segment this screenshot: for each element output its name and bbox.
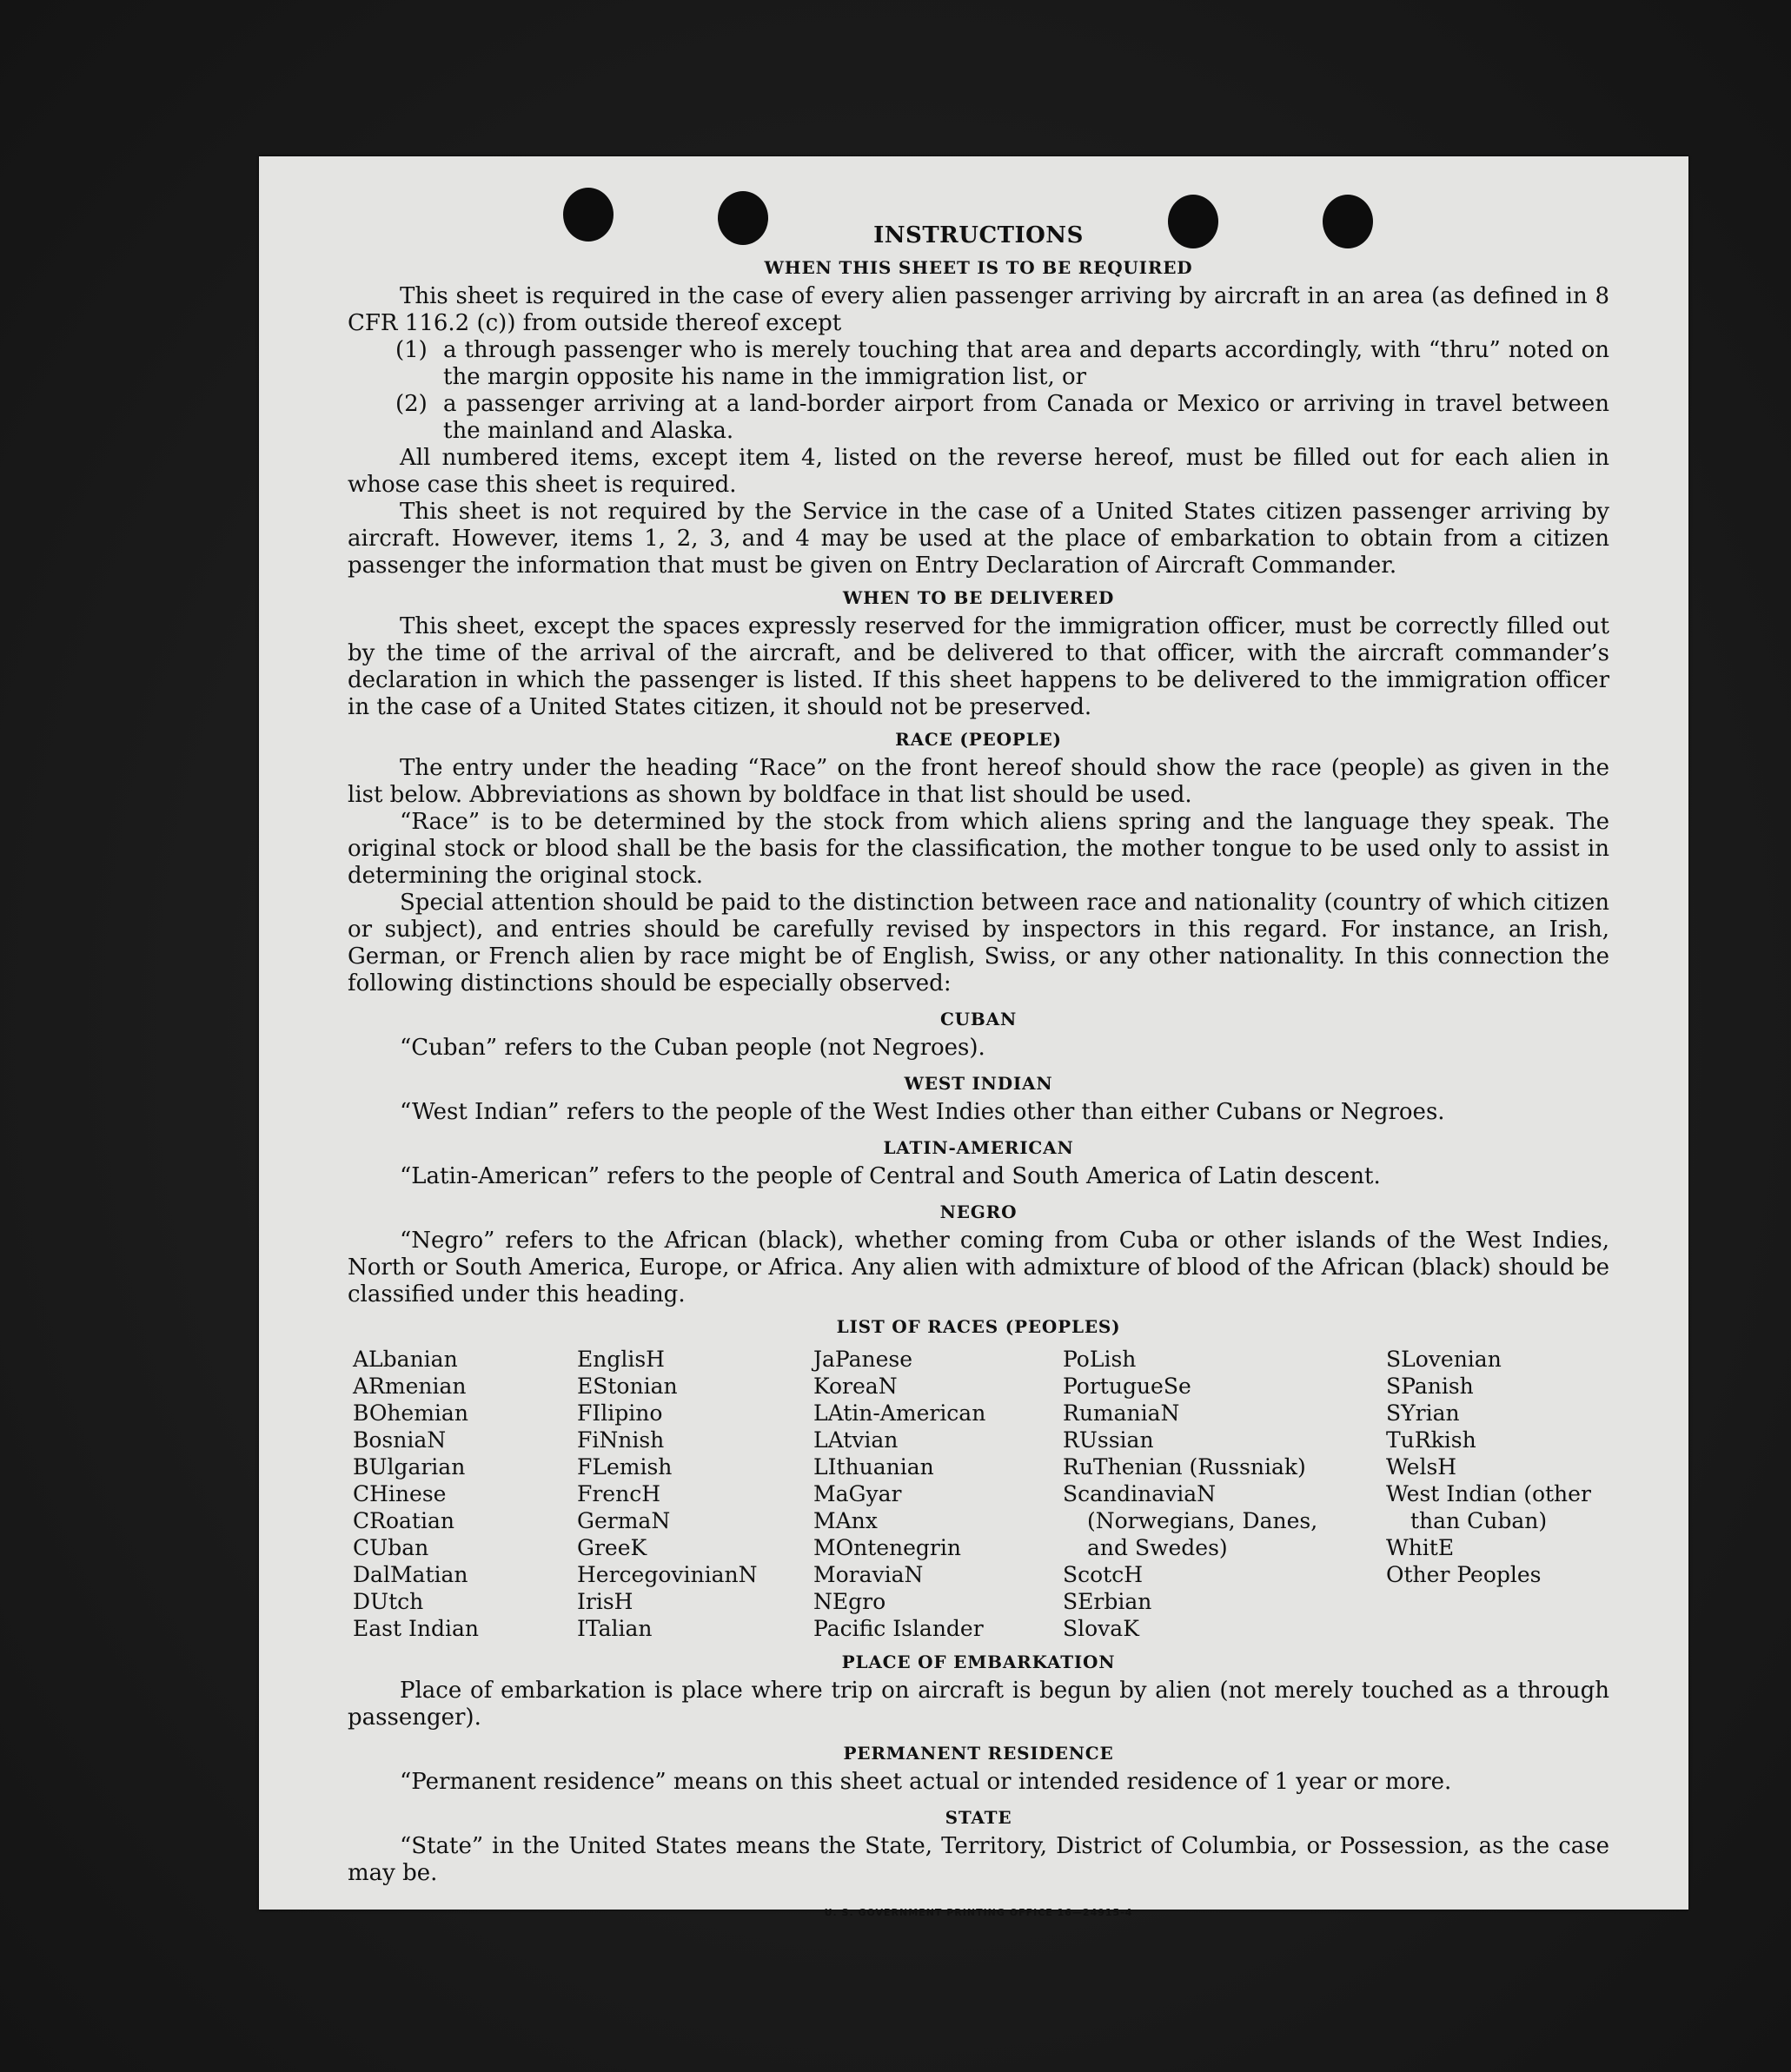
section-heading: CUBAN [939, 1009, 1018, 1029]
race-entry: RUssian [1063, 1427, 1154, 1453]
race-entry: SPanish [1386, 1374, 1474, 1399]
race-entry: CRoatian [353, 1508, 454, 1533]
race-entry: MaGyar [813, 1481, 902, 1506]
item-number: (1) [395, 337, 428, 363]
race-entry: KoreaN [813, 1374, 898, 1399]
section-heading: STATE [945, 1807, 1012, 1828]
race-entry: FIlipino [577, 1400, 663, 1426]
race-entry: EnglisH [577, 1347, 665, 1372]
race-entry: NEgro [813, 1589, 886, 1614]
paragraph: The entry under the heading “Race” on the front hereof should show the race (people) as given in the list below. Abbreviations as shown by boldface in that list should be used. [348, 755, 1609, 808]
list-item [395, 337, 1609, 391]
section-heading: PERMANENT RESIDENCE [843, 1743, 1114, 1764]
section-heading: RACE (PEOPLE) [895, 729, 1062, 750]
race-entry: ARmenian [353, 1374, 467, 1399]
race-entry: DUtch [353, 1589, 424, 1614]
paragraph: “West Indian” refers to the people of the West Indies other than either Cubans or Negroes. [400, 1099, 1445, 1125]
race-entry: EStonian [577, 1374, 678, 1399]
race-entry: HercegovinianN [577, 1562, 758, 1587]
paragraph: All numbered items, except item 4, listed on the reverse hereof, must be filled out for each alien in whose case this sheet is required. [348, 445, 1609, 498]
race-entry: CUban [353, 1535, 429, 1560]
race-entry: ScotcH [1063, 1562, 1144, 1587]
item-number: (2) [395, 391, 428, 417]
section-heading: WEST INDIAN [904, 1073, 1053, 1094]
race-entry: West Indian (other than Cuban) [1386, 1481, 1591, 1533]
list-item [395, 391, 1609, 445]
race-entry: LAtin-American [813, 1400, 986, 1426]
paragraph: This sheet is required in the case of every alien passenger arriving by aircraft in an area (as defined in 8 CFR 116.2 (c)) from outside thereof except [348, 283, 1609, 336]
races-column [1063, 1346, 1386, 1642]
race-entry: MAnx [813, 1508, 878, 1533]
race-entry: FLemish [577, 1454, 673, 1480]
race-entry: Pacific Islander [813, 1616, 984, 1641]
item-text: a through passenger who is merely touching that area and departs accordingly, with “thru” noted on the margin opposite his name in the immigration list, or [443, 337, 1609, 390]
race-entry: LIthuanian [813, 1454, 934, 1480]
race-entry: SlovaK [1063, 1616, 1139, 1641]
paragraph: Special attention should be paid to the distinction between race and nationality (country of which citizen or subject), and entries should be carefully revised by inspectors in this regard. For instance, an Irish, German, or French alien by race might be of English, Swiss, or any other nationality. In this connection the following distinctions should be especially observed: [348, 890, 1609, 996]
race-entry: BUlgarian [353, 1454, 466, 1480]
section-heading: LATIN-AMERICAN [883, 1137, 1074, 1158]
paragraph: Place of embarkation is place where trip on aircraft is begun by alien (not merely touched as a through passenger). [348, 1678, 1609, 1731]
race-entry: ITalian [577, 1616, 653, 1641]
race-entry: FrencH [577, 1481, 660, 1506]
paragraph: “Cuban” refers to the Cuban people (not Negroes). [400, 1035, 985, 1061]
race-entry: WhitE [1386, 1535, 1455, 1560]
race-entry: LAtvian [813, 1427, 899, 1453]
page-title: INSTRUCTIONS [873, 222, 1084, 248]
race-entry: JaPanese [813, 1347, 913, 1372]
race-entry: ScandinaviaN (Norwegians, Danes, and Swedes) [1063, 1481, 1318, 1560]
race-entry: FiNnish [577, 1427, 665, 1453]
section-heading: WHEN TO BE DELIVERED [842, 587, 1115, 608]
race-entry: WelsH [1386, 1454, 1457, 1480]
race-entry: Other Peoples [1386, 1562, 1542, 1587]
race-entry: RuThenian (Russniak) [1063, 1454, 1306, 1480]
document-page [259, 156, 1688, 1918]
race-entry: ALbanian [353, 1347, 458, 1372]
races-column [813, 1346, 1063, 1642]
race-entry: IrisH [577, 1589, 633, 1614]
race-entry: MOntenegrin [813, 1535, 961, 1560]
races-column [577, 1346, 813, 1642]
item-text: a passenger arriving at a land-border airport from Canada or Mexico or arriving in travel between the mainland and Alaska. [443, 391, 1609, 444]
race-entry: PoLish [1063, 1347, 1137, 1372]
race-entry: CHinese [353, 1481, 447, 1506]
race-entry: BOhemian [353, 1400, 468, 1426]
race-entry: GermaN [577, 1508, 671, 1533]
race-entry: East Indian [353, 1616, 479, 1641]
races-list [353, 1346, 1609, 1642]
race-entry: RumaniaN [1063, 1400, 1180, 1426]
race-entry: SErbian [1063, 1589, 1152, 1614]
paragraph: “State” in the United States means the State, Territory, District of Columbia, or Possession, as the case may be. [348, 1833, 1609, 1886]
race-entry: SLovenian [1386, 1347, 1502, 1372]
paragraph: “Latin-American” refers to the people of Central and South America of Latin descent. [400, 1163, 1381, 1189]
paragraph: “Race” is to be determined by the stock from which aliens spring and the language they speak. The original stock or blood shall be the basis for the classification, the mother tongue to be used only to assist in determining the original stock. [348, 809, 1609, 889]
race-entry: SYrian [1386, 1400, 1460, 1426]
race-entry: MoraviaN [813, 1562, 924, 1587]
section-heading: NEGRO [939, 1201, 1018, 1222]
paragraph: This sheet, except the spaces expressly reserved for the immigration officer, must be correctly filled out by the time of the arrival of the aircraft, and be delivered to that officer, with the aircraft commander’s declaration in which the passenger is listed. If this sheet happens to be delivered to the immigration officer in the case of a United States citizen, it should not be preserved. [348, 613, 1609, 720]
paragraph: “Permanent residence” means on this sheet actual or intended residence of 1 year or more. [400, 1769, 1452, 1795]
races-column [1386, 1346, 1615, 1642]
race-entry: PortugueSe [1063, 1374, 1191, 1399]
section-heading: LIST OF RACES (PEOPLES) [836, 1316, 1121, 1337]
section-heading: PLACE OF EMBARKATION [841, 1652, 1116, 1672]
race-entry: BosniaN [353, 1427, 447, 1453]
race-entry: GreeK [577, 1535, 647, 1560]
instructions-content [348, 222, 1609, 1926]
race-entry: DalMatian [353, 1562, 468, 1587]
paragraph: “Negro” refers to the African (black), whether coming from Cuba or other islands of the West Indies, North or South America, Europe, or Africa. Any alien with admixture of blood of the African (black) should be classified under this heading. [348, 1228, 1609, 1307]
race-entry: TuRkish [1386, 1427, 1476, 1453]
printer-imprint: U. S. GOVERNMENT PRINTING OFFICE 16—24915-4 [824, 1907, 1133, 1918]
section-heading: WHEN THIS SHEET IS TO BE REQUIRED [764, 257, 1193, 278]
races-column [353, 1346, 577, 1642]
paragraph: This sheet is not required by the Service in the case of a United States citizen passenger arriving by aircraft. However, items 1, 2, 3, and 4 may be used at the place of embarkation to obtain from a citizen passenger the information that must be given on Entry Declaration of Aircraft Commander. [348, 499, 1609, 579]
